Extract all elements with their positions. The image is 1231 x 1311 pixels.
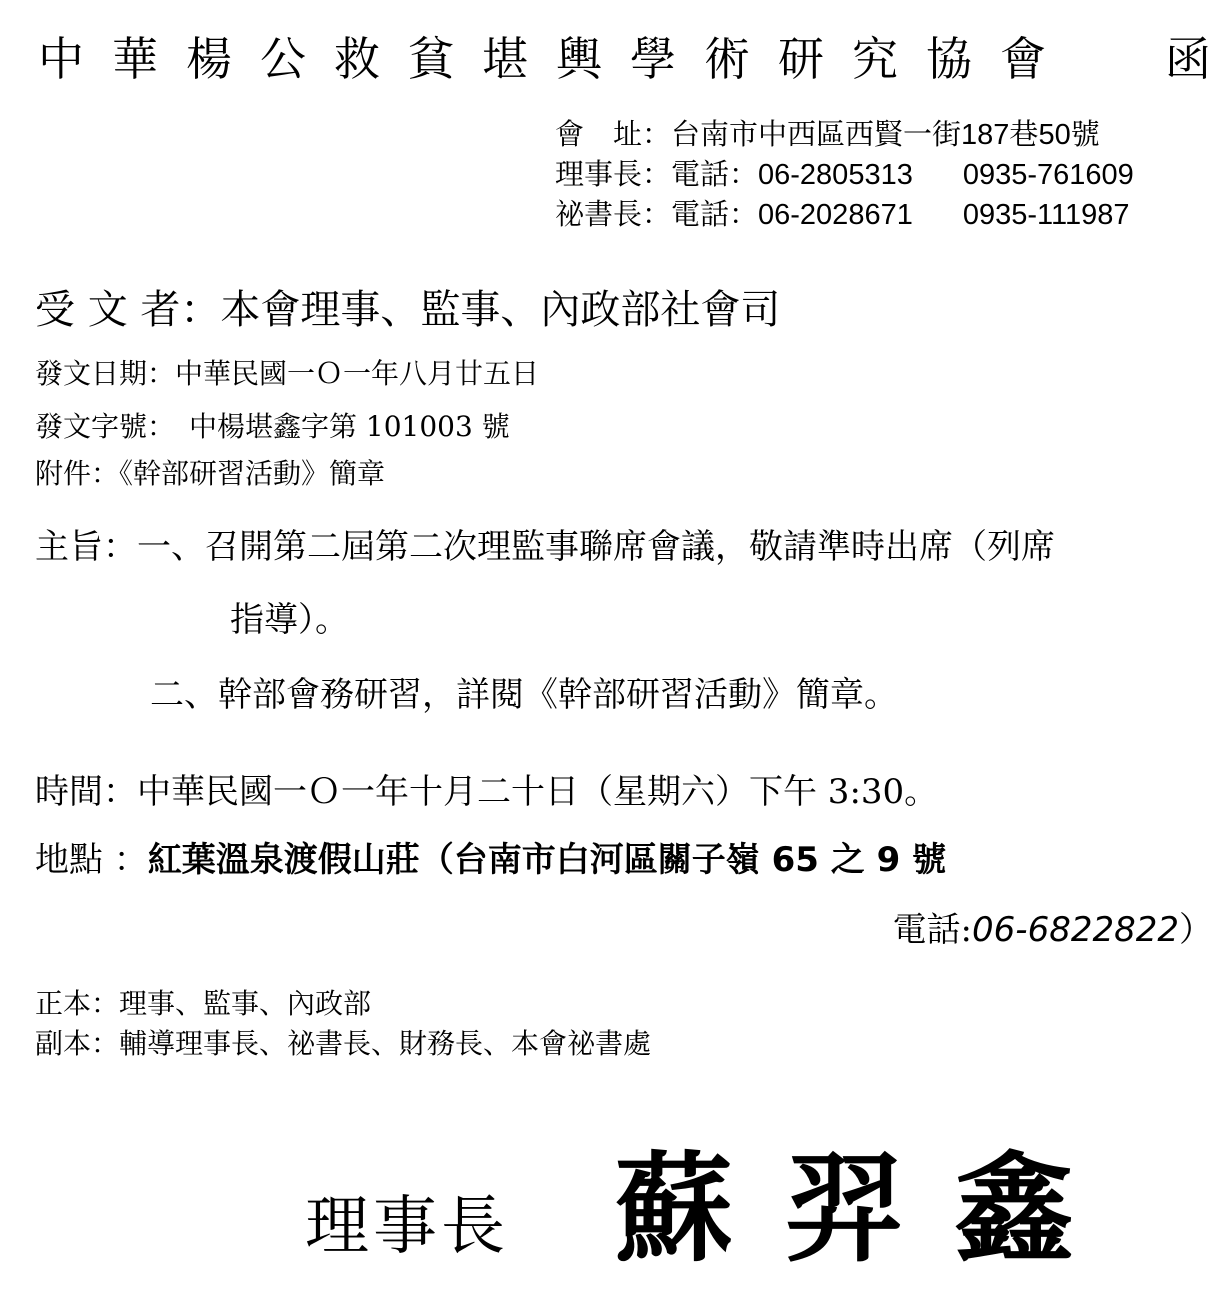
contact-secretary: [555, 197, 1130, 231]
address-label: 會 址：: [555, 117, 672, 151]
secretary-phone: 06-2028671: [758, 199, 913, 231]
organization-title: 中華楊公救貧堪輿學術研究協會: [38, 32, 1074, 86]
address-suffix: 號: [1070, 117, 1100, 151]
address-lane: 巷: [1009, 117, 1039, 151]
meeting-venue: [35, 840, 947, 880]
venue-phone-close: ）: [1179, 910, 1213, 950]
venue-phone: [892, 910, 1213, 950]
secretary-label: 祕書長：電話：: [555, 197, 759, 231]
meeting-time: 時間：中華民國一Ｏ一年十月二十日（星期六）下午 3:30。: [35, 772, 939, 812]
contact-address: [555, 117, 1100, 151]
chairman-phone: 06-2805313: [758, 159, 913, 191]
subject-item-1-continued: 指導）。: [230, 600, 349, 640]
subject-item-2: 二、幹部會務研習，詳閱《幹部研習活動》簡章。: [150, 675, 898, 715]
document-number: 發文字號： 中楊堪鑫字第 101003 號: [35, 410, 510, 443]
secretary-mobile: 0935-111987: [962, 199, 1130, 231]
signature-name: 蘇羿鑫: [615, 1139, 1126, 1278]
document-type: 函: [1165, 32, 1211, 86]
venue-phone-label: 電話:: [892, 910, 973, 950]
address-number: 187: [961, 119, 1010, 151]
original-copy-recipients: 正本：理事、監事、內政部: [35, 987, 372, 1020]
chairman-mobile: 0935-761609: [962, 159, 1134, 191]
chairman-label: 理事長：電話：: [555, 157, 759, 191]
recipients: 受 文 者：本會理事、監事、內政部社會司: [35, 287, 781, 333]
venue-label: 地點 ：: [35, 840, 148, 880]
address-number-2: 50: [1038, 119, 1071, 151]
venue-value: 紅葉溫泉渡假山莊（台南市白河區關子嶺 65 之 9 號: [147, 840, 947, 880]
subject-item-1: 主旨：一、召開第二屆第二次理監事聯席會議，敬請準時出席（列席: [35, 527, 1055, 567]
address-value: 台南市中西區西賢一街: [671, 117, 962, 151]
duplicate-copy-recipients: 副本：輔導理事長、祕書長、財務長、本會祕書處: [35, 1027, 652, 1060]
contact-chairman: [555, 157, 1134, 191]
signature-title: 理事長: [305, 1190, 509, 1264]
attachment: 附件：《幹部研習活動》簡章: [35, 457, 386, 490]
venue-phone-number: 06-6822822: [972, 910, 1179, 950]
issue-date: 發文日期：中華民國一Ｏ一年八月廿五日: [35, 357, 540, 390]
